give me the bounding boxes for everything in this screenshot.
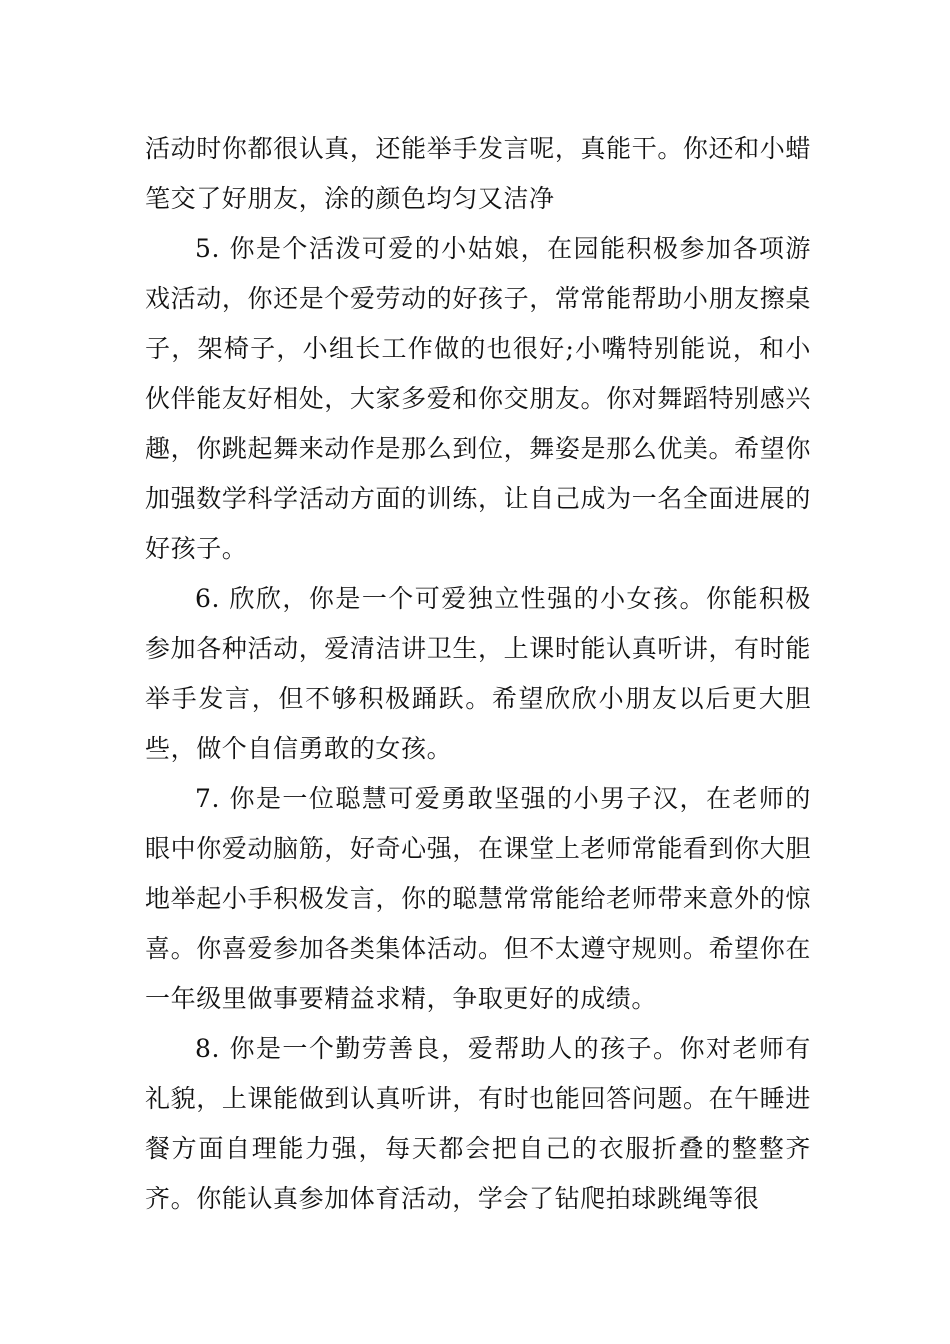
paragraph-item-5: 5. 你是个活泼可爱的小姑娘，在园能积极参加各项游戏活动，你还是个爱劳动的好孩子，常常能帮助小朋友擦桌子，架椅子，小组长工作做的也很好;小嘴特别能说，和小伙伴能友好相处，大家多爱和你交朋友。你对舞蹈特别感兴趣，你跳起舞来动作是那么到位，舞姿是那么优美。希望你加强数学科学活动方面的训练，让自己成为一名全面进展的好孩子。 bbox=[145, 234, 811, 563]
paragraph-item-6: 6. 欣欣，你是一个可爱独立性强的小女孩。你能积极参加各种活动，爱清洁讲卫生，上课时能认真听讲，有时能举手发言，但不够积极踊跃。希望欣欣小朋友以后更大胆些，做个自信勇敢的女孩。 bbox=[145, 584, 811, 763]
paragraph-item-7: 7. 你是一位聪慧可爱勇敢坚强的小男子汉，在老师的眼中你爱动脑筋，好奇心强，在课堂上老师常能看到你大胆地举起小手积极发言，你的聪慧常常能给老师带来意外的惊喜。你喜爱参加各类集体活动。但不太遵守规则。希望你在一年级里做事要精益求精，争取更好的成绩。 bbox=[145, 784, 811, 1013]
paragraph-item-8: 8. 你是一个勤劳善良，爱帮助人的孩子。你对老师有礼貌，上课能做到认真听讲，有时也能回答问题。在午睡进餐方面自理能力强，每天都会把自己的衣服折叠的整整齐齐。你能认真参加体育活动，学会了钻爬拍球跳绳等很 bbox=[145, 1034, 811, 1213]
paragraph-continuation: 活动时你都很认真，还能举手发言呢，真能干。你还和小蜡笔交了好朋友，涂的颜色均匀又洁净 bbox=[145, 134, 811, 213]
document-body bbox=[145, 124, 811, 1224]
